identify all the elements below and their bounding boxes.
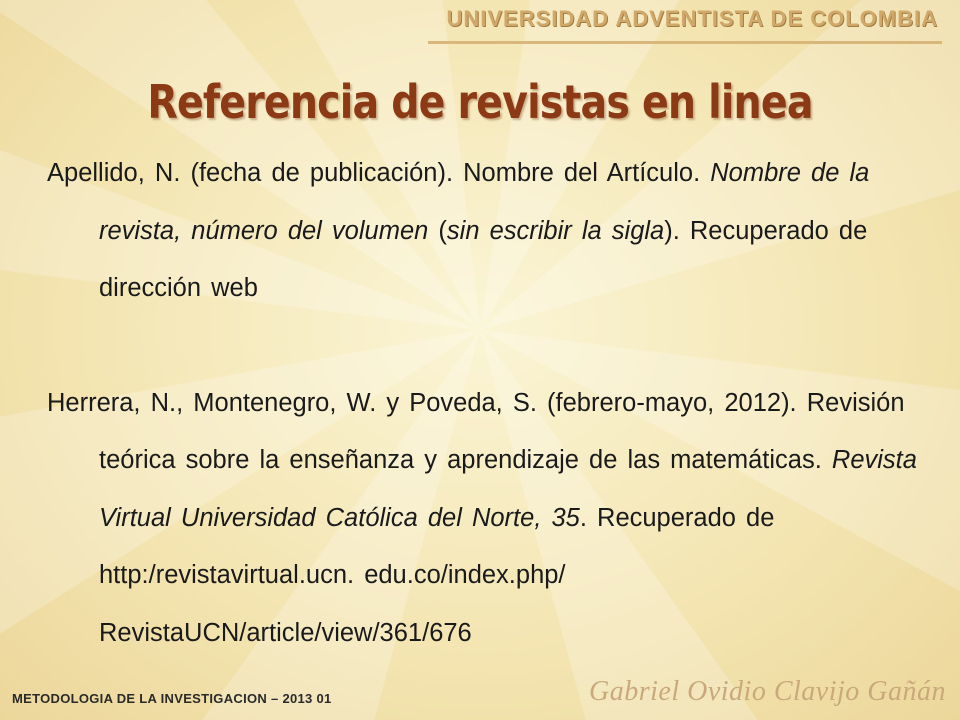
- reference-list: [47, 145, 927, 662]
- slide-title: Referencia de revistas en linea: [147, 75, 813, 129]
- reference-text: . Recuperado de http:/revistavirtual.ucn. edu.co/index.php/ RevistaUCN/article/view/361/676: [99, 503, 775, 647]
- reference-template: [47, 145, 927, 318]
- reference-text: ). Recuperado de dirección web: [99, 216, 868, 302]
- reference-text: Herrera, N., Montenegro, W. y Poveda, S. (febrero-mayo, 2012). Revisión teórica sobre la enseñanza y aprendizaje de las matemáticas.: [47, 388, 905, 474]
- reference-example: [47, 375, 927, 663]
- institution-name: UNIVERSIDAD ADVENTISTA DE COLOMBIA: [446, 6, 938, 31]
- reference-journal: Revista Virtual Universidad Católica del Norte, 35: [99, 446, 917, 532]
- reference-text: (: [428, 216, 447, 245]
- course-footer: METODOLOGIA DE LA INVESTIGACION – 2013 01: [12, 691, 332, 706]
- reference-note: sin escribir la sigla: [446, 216, 665, 245]
- header-divider: [428, 41, 942, 44]
- reference-text: Apellido, N. (fecha de publicación). Nombre del Artículo.: [47, 159, 711, 187]
- author-signature: Gabriel Ovidio Clavijo Gañán: [589, 676, 946, 707]
- reference-journal: Nombre de la revista, número del volumen: [99, 159, 870, 245]
